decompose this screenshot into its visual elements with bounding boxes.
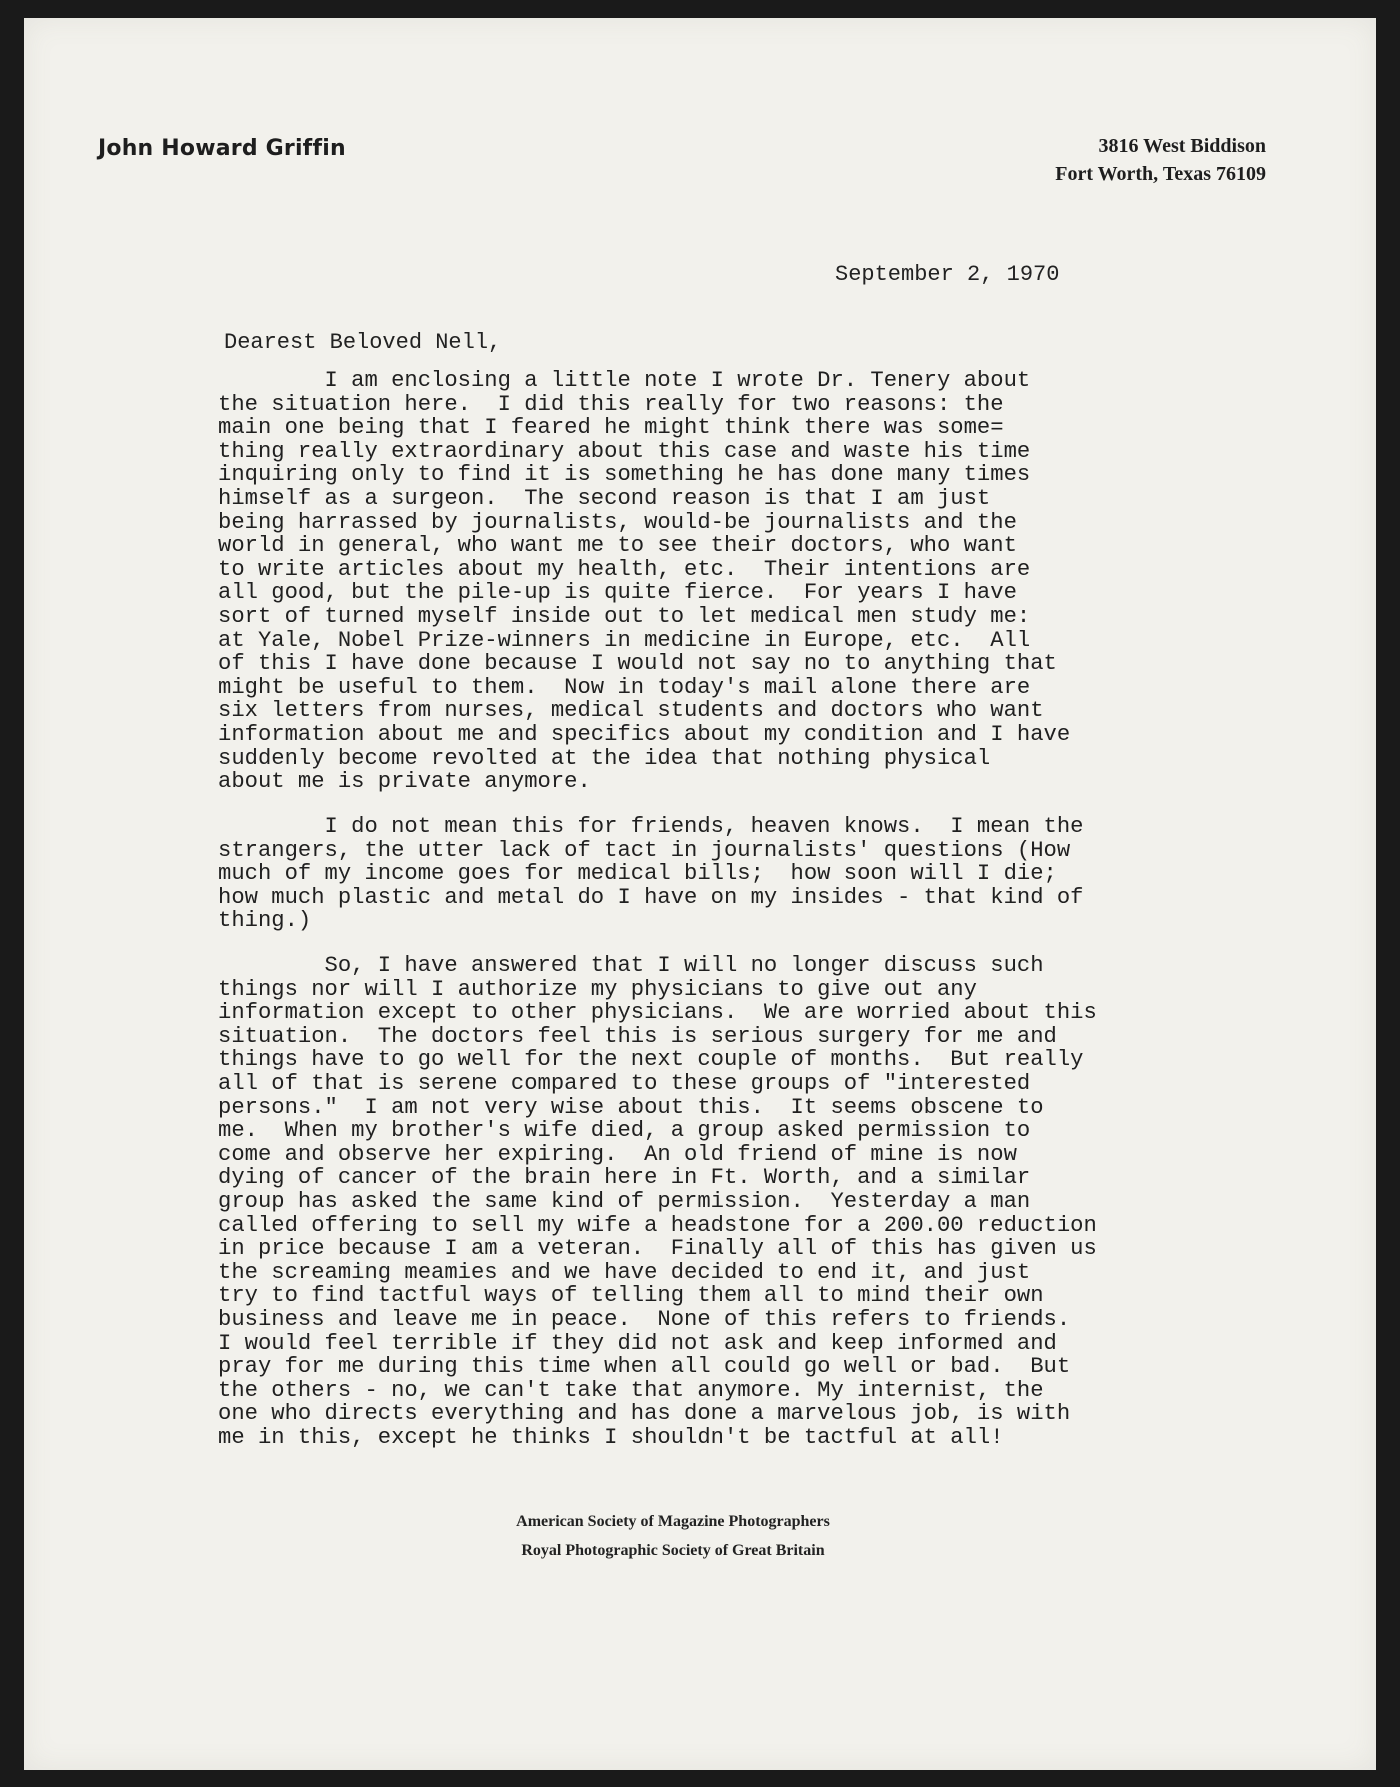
address-line-1: 3816 West Biddison bbox=[1098, 135, 1266, 157]
address-line-2: Fort Worth, Texas 76109 bbox=[1055, 163, 1266, 185]
footer-affiliation-1: American Society of Magazine Photographers bbox=[516, 1513, 830, 1530]
letter-page bbox=[24, 18, 1376, 1770]
footer-affiliation-2: Royal Photographic Society of Great Britain bbox=[521, 1542, 825, 1559]
letterhead-address bbox=[1055, 132, 1266, 188]
letterhead-name: John Howard Griffin bbox=[98, 136, 346, 161]
letter-date: September 2, 1970 bbox=[835, 262, 1060, 287]
paragraph-3: So, I have answered that I will no longer discuss such things nor will I authorize my physicians to give out any information except to other physicians. We are worried about this situation. The doctors feel this is serious surgery for me and things have to go well for the next couple of months. But really all of that is serene compared to these groups of "interested persons." I am not very wise about this. It seems obscene to me. When my brother's wife died, a group asked permission to come and observe her expiring. An old friend of mine is now dying of cancer of the brain here in Ft. Worth, and a similar group has asked the same kind of permission. Yesterday a man called offering to sell my wife a headstone for a 200.00 reduction in price because I am a veteran. Finally all of this has given us the screaming meamies and we have decided to end it, and just try to find tactful ways of telling them all to mind their own business and leave me in peace. None of this refers to friends. I would feel terrible if they did not ask and keep informed and pray for me during this time when all could go well or bad. But the others - no, we can't take that anymore. My internist, the one who directs everything and has done a marvelous job, is with me in this, except he thinks I shouldn't be tactful at all! bbox=[218, 953, 1097, 1450]
paragraph-2: I do not mean this for friends, heaven knows. I mean the strangers, the utter lack of tact in journalists' questions (How much of my income goes for medical bills; how soon will I die; how much plastic and metal do I have on my insides - that kind of thing.) bbox=[218, 814, 1084, 934]
paragraph-1: I am enclosing a little note I wrote Dr. Tenery about the situation here. I did this really for two reasons: the main one being that I feared he might think there was some= thing really extraordinary about this case and waste his time inquiring only to find it is something he has done many times himself as a surgeon. The second reason is that I am just being harrassed by journalists, would-be journalists and the world in general, who want me to see their doctors, who want to write articles about my health, etc. Their intentions are all good, but the pile-up is quite fierce. For years I have sort of turned myself inside out to let medical men study me: at Yale, Nobel Prize-winners in medicine in Europe, etc. All of this I have done because I would not say no to anything that might be useful to them. Now in today's mail alone there are six letters from nurses, medical students and doctors who want information about me and specifics about my condition and I have suddenly become revolted at the idea that nothing physical about me is private anymore. bbox=[218, 368, 1071, 795]
salutation: Dearest Beloved Nell, bbox=[224, 330, 502, 355]
